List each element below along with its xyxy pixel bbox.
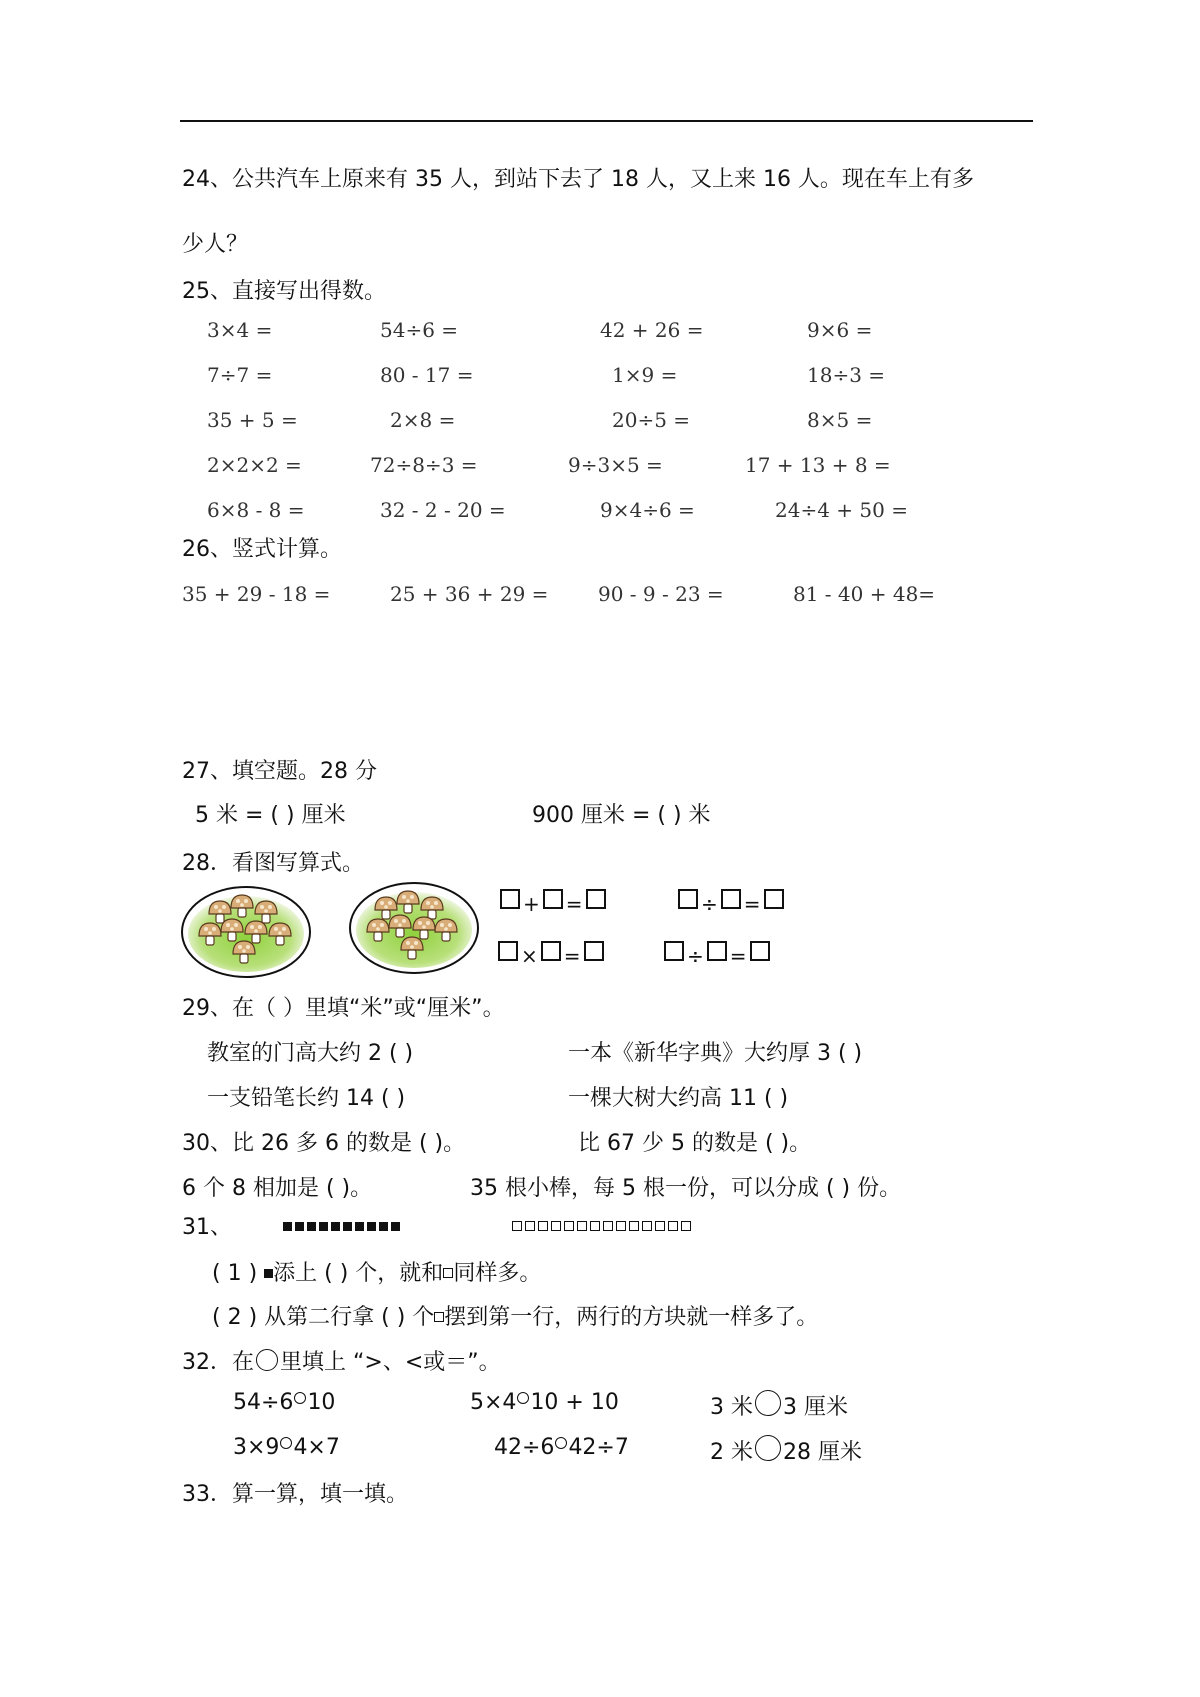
black-square-row bbox=[283, 1216, 403, 1228]
white-square bbox=[681, 1221, 691, 1231]
answer-box[interactable] bbox=[707, 941, 727, 961]
q26-item-2: 25 + 36 + 29 = bbox=[390, 582, 549, 606]
circle-icon bbox=[256, 1349, 278, 1371]
black-square bbox=[367, 1222, 376, 1231]
q33-title: 33．算一算，填一填。 bbox=[182, 1482, 408, 1507]
black-square bbox=[343, 1222, 352, 1231]
black-square bbox=[391, 1222, 400, 1231]
q25-r3c4: 8×5 = bbox=[807, 408, 873, 432]
q26-item-1: 35 + 29 - 18 = bbox=[182, 582, 331, 606]
answer-box[interactable] bbox=[750, 941, 770, 961]
answer-box[interactable] bbox=[541, 941, 561, 961]
q30-line1a: 30、比 26 多 6 的数是 ( )。 bbox=[182, 1131, 466, 1156]
q32-title: 32．在 里填上 “>、<或＝”。 bbox=[182, 1350, 501, 1375]
black-square-icon bbox=[264, 1269, 273, 1278]
answer-box[interactable] bbox=[543, 889, 563, 909]
black-square bbox=[355, 1222, 364, 1231]
mushroom-group-left bbox=[182, 887, 310, 977]
q31-part2: ( 2 ) 从第二行拿 ( ) 个 摆到第一行，两行的方块就一样多了。 bbox=[212, 1305, 819, 1330]
white-square bbox=[512, 1221, 522, 1231]
q26-item-4: 81 - 40 + 48= bbox=[793, 582, 936, 606]
white-square bbox=[655, 1221, 665, 1231]
compare-circle[interactable] bbox=[517, 1392, 529, 1404]
answer-box[interactable] bbox=[498, 941, 518, 961]
q25-r2c2: 80 - 17 = bbox=[380, 363, 474, 387]
answer-box[interactable] bbox=[586, 889, 606, 909]
q30-line2b: 35 根小棒，每 5 根一份，可以分成 ( ) 份。 bbox=[470, 1176, 902, 1201]
q27-title: 27、填空题。28 分 bbox=[182, 759, 377, 784]
answer-box[interactable] bbox=[584, 941, 604, 961]
compare-circle[interactable] bbox=[280, 1437, 292, 1449]
q25-r5c4: 24÷4 + 50 = bbox=[775, 498, 908, 522]
q25-r4c2: 72÷8÷3 = bbox=[370, 453, 478, 477]
white-square-icon bbox=[443, 1268, 453, 1278]
black-square bbox=[307, 1222, 316, 1231]
q25-r5c3: 9×4÷6 = bbox=[600, 498, 695, 522]
q25-r2c1: 7÷7 = bbox=[207, 363, 273, 387]
q25-r3c3: 20÷5 = bbox=[612, 408, 691, 432]
q25-r4c4: 17 + 13 + 8 = bbox=[745, 453, 891, 477]
q25-r1c3: 42 + 26 = bbox=[600, 318, 704, 342]
white-square bbox=[538, 1221, 548, 1231]
q32-r1c3: 3 米 3 厘米 bbox=[710, 1390, 848, 1421]
equation-multiply: × = bbox=[498, 940, 604, 968]
q26-title: 26、竖式计算。 bbox=[182, 537, 342, 562]
compare-circle[interactable] bbox=[755, 1435, 781, 1461]
q28-title: 28．看图写算式。 bbox=[182, 851, 364, 876]
q25-r2c3: 1×9 = bbox=[612, 363, 678, 387]
compare-circle[interactable] bbox=[294, 1392, 306, 1404]
white-square bbox=[642, 1221, 652, 1231]
white-square-row bbox=[512, 1216, 694, 1228]
black-square bbox=[379, 1222, 388, 1231]
white-square bbox=[551, 1221, 561, 1231]
black-square bbox=[331, 1222, 340, 1231]
white-square bbox=[616, 1221, 626, 1231]
q29-item-3: 一支铅笔长约 14 ( ) bbox=[207, 1086, 406, 1111]
white-square bbox=[629, 1221, 639, 1231]
black-square bbox=[319, 1222, 328, 1231]
answer-box[interactable] bbox=[721, 889, 741, 909]
header-rule bbox=[180, 120, 1033, 122]
equation-divide-2: ÷ = bbox=[664, 940, 770, 968]
q25-title: 25、直接写出得数。 bbox=[182, 279, 386, 304]
answer-box[interactable] bbox=[500, 889, 520, 909]
q27-item-2: 900 厘米 = ( ) 米 bbox=[532, 803, 711, 828]
q25-r4c1: 2×2×2 = bbox=[207, 453, 302, 477]
q29-item-1: 教室的门高大约 2 ( ) bbox=[207, 1041, 414, 1066]
q30-line2a: 6 个 8 相加是 ( )。 bbox=[182, 1176, 373, 1201]
white-square bbox=[577, 1221, 587, 1231]
answer-box[interactable] bbox=[764, 889, 784, 909]
q25-r1c2: 54÷6 = bbox=[380, 318, 459, 342]
mushroom-groups-image bbox=[180, 880, 480, 980]
q31-part1: ( 1 ) 添上 ( ) 个，就和 同样多。 bbox=[212, 1261, 542, 1286]
q29-item-4: 一棵大树大约高 11 ( ) bbox=[568, 1086, 789, 1111]
q32-r1c2: 5×4 10 + 10 bbox=[470, 1390, 619, 1415]
mushroom-group-right bbox=[350, 883, 478, 973]
q25-r5c2: 32 - 2 - 20 = bbox=[380, 498, 506, 522]
white-square-icon bbox=[434, 1312, 444, 1322]
q25-r3c1: 35 + 5 = bbox=[207, 408, 298, 432]
q31-title: 31、 bbox=[182, 1215, 232, 1240]
q25-r1c1: 3×4 = bbox=[207, 318, 273, 342]
q25-r3c2: 2×8 = bbox=[390, 408, 456, 432]
equation-divide-1: ÷ = bbox=[678, 888, 784, 916]
black-square bbox=[283, 1222, 292, 1231]
q30-line1b: 比 67 少 5 的数是 ( )。 bbox=[578, 1131, 812, 1156]
q32-r2c2: 42÷6 42÷7 bbox=[494, 1435, 629, 1460]
white-square bbox=[564, 1221, 574, 1231]
white-square bbox=[590, 1221, 600, 1231]
q25-r2c4: 18÷3 = bbox=[807, 363, 886, 387]
white-square bbox=[668, 1221, 678, 1231]
q32-r2c1: 3×9 4×7 bbox=[233, 1435, 340, 1460]
black-square bbox=[295, 1222, 304, 1231]
q29-title: 29、在（ ）里填“米”或“厘米”。 bbox=[182, 996, 505, 1021]
q32-r2c3: 2 米 28 厘米 bbox=[710, 1435, 862, 1466]
equation-add: + = bbox=[500, 888, 606, 916]
q24-line1: 24、公共汽车上原来有 35 人，到站下去了 18 人，又上来 16 人。现在车上有多 bbox=[182, 167, 974, 192]
q24-line2: 少人？ bbox=[182, 232, 249, 257]
white-square bbox=[525, 1221, 535, 1231]
compare-circle[interactable] bbox=[555, 1437, 567, 1449]
q29-item-2: 一本《新华字典》大约厚 3 ( ) bbox=[568, 1041, 863, 1066]
answer-box[interactable] bbox=[678, 889, 698, 909]
q27-item-1: 5 米 = ( ) 厘米 bbox=[195, 803, 346, 828]
q25-r5c1: 6×8 - 8 = bbox=[207, 498, 305, 522]
q25-r1c4: 9×6 = bbox=[807, 318, 873, 342]
q32-r1c1: 54÷6 10 bbox=[233, 1390, 336, 1415]
white-square bbox=[603, 1221, 613, 1231]
q26-item-3: 90 - 9 - 23 = bbox=[598, 582, 724, 606]
q25-r4c3: 9÷3×5 = bbox=[568, 453, 663, 477]
answer-box[interactable] bbox=[664, 941, 684, 961]
compare-circle[interactable] bbox=[755, 1390, 781, 1416]
